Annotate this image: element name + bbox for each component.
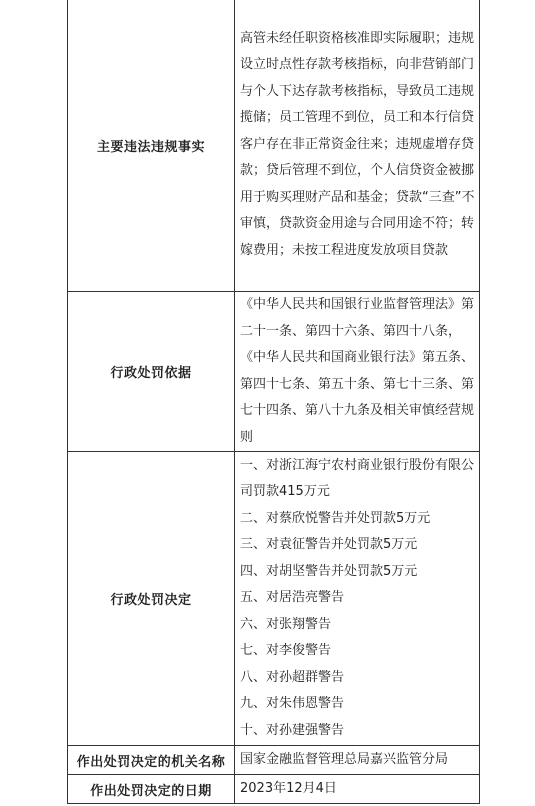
decision-date-text: 2023年12月4日 bbox=[235, 775, 480, 804]
row-label-violation-facts: 主要违法违规事实 bbox=[68, 0, 235, 292]
decision-item: 一、对浙江海宁农村商业银行股份有限公司罚款415万元 bbox=[240, 457, 475, 500]
penalty-info-table bbox=[67, 0, 480, 804]
row-label-penalty-basis: 行政处罚依据 bbox=[68, 292, 235, 452]
decision-item: 二、对蔡欣悦警告并处罚款5万元 bbox=[240, 510, 431, 526]
decision-item: 四、对胡坚警告并处罚款5万元 bbox=[240, 563, 418, 579]
row-label-decision-date: 作出处罚决定的日期 bbox=[68, 775, 235, 804]
decision-item: 十、对孙建强警告 bbox=[240, 722, 345, 738]
decision-item: 九、对朱伟恩警告 bbox=[240, 696, 345, 712]
table-row bbox=[68, 746, 480, 775]
decision-item: 八、对孙超群警告 bbox=[240, 669, 345, 685]
decision-item: 三、对袁征警告并处罚款5万元 bbox=[240, 537, 418, 553]
penalty-decision-list bbox=[235, 452, 480, 746]
table-row bbox=[68, 292, 480, 452]
penalty-basis-text: 《中华人民共和国银行业监督管理法》第二十一条、第四十六条、第四十八条，《中华人民共和国商业银行法》第五条、第四十七条、第五十条、第七十三条、第七十四条、第八十九条及相关审慎经营规则 bbox=[235, 292, 480, 452]
table-row bbox=[68, 0, 480, 292]
row-label-penalty-decision: 行政处罚决定 bbox=[68, 452, 235, 746]
table-row bbox=[68, 452, 480, 746]
row-label-authority-name: 作出处罚决定的机关名称 bbox=[68, 746, 235, 775]
decision-item: 七、对李俊警告 bbox=[240, 643, 332, 659]
violation-facts-text: 高管未经任职资格核准即实际履职；违规设立时点性存款考核指标，向非营销部门与个人下达存款考核指标，导致员工违规揽储；员工管理不到位，员工和本行信贷客户存在非正常资金往来；违规虚增存贷款；贷后管理不到位，个人信贷资金被挪用于购买理财产品和基金；贷款“三查”不审慎，贷款资金用途与合同用途不符；转嫁费用；未按工程进度发放项目贷款 bbox=[235, 0, 480, 292]
table-row bbox=[68, 775, 480, 804]
decision-item: 五、对居浩亮警告 bbox=[240, 590, 345, 606]
authority-name-text: 国家金融监督管理总局嘉兴监管分局 bbox=[235, 746, 480, 775]
decision-item: 六、对张翔警告 bbox=[240, 616, 332, 632]
